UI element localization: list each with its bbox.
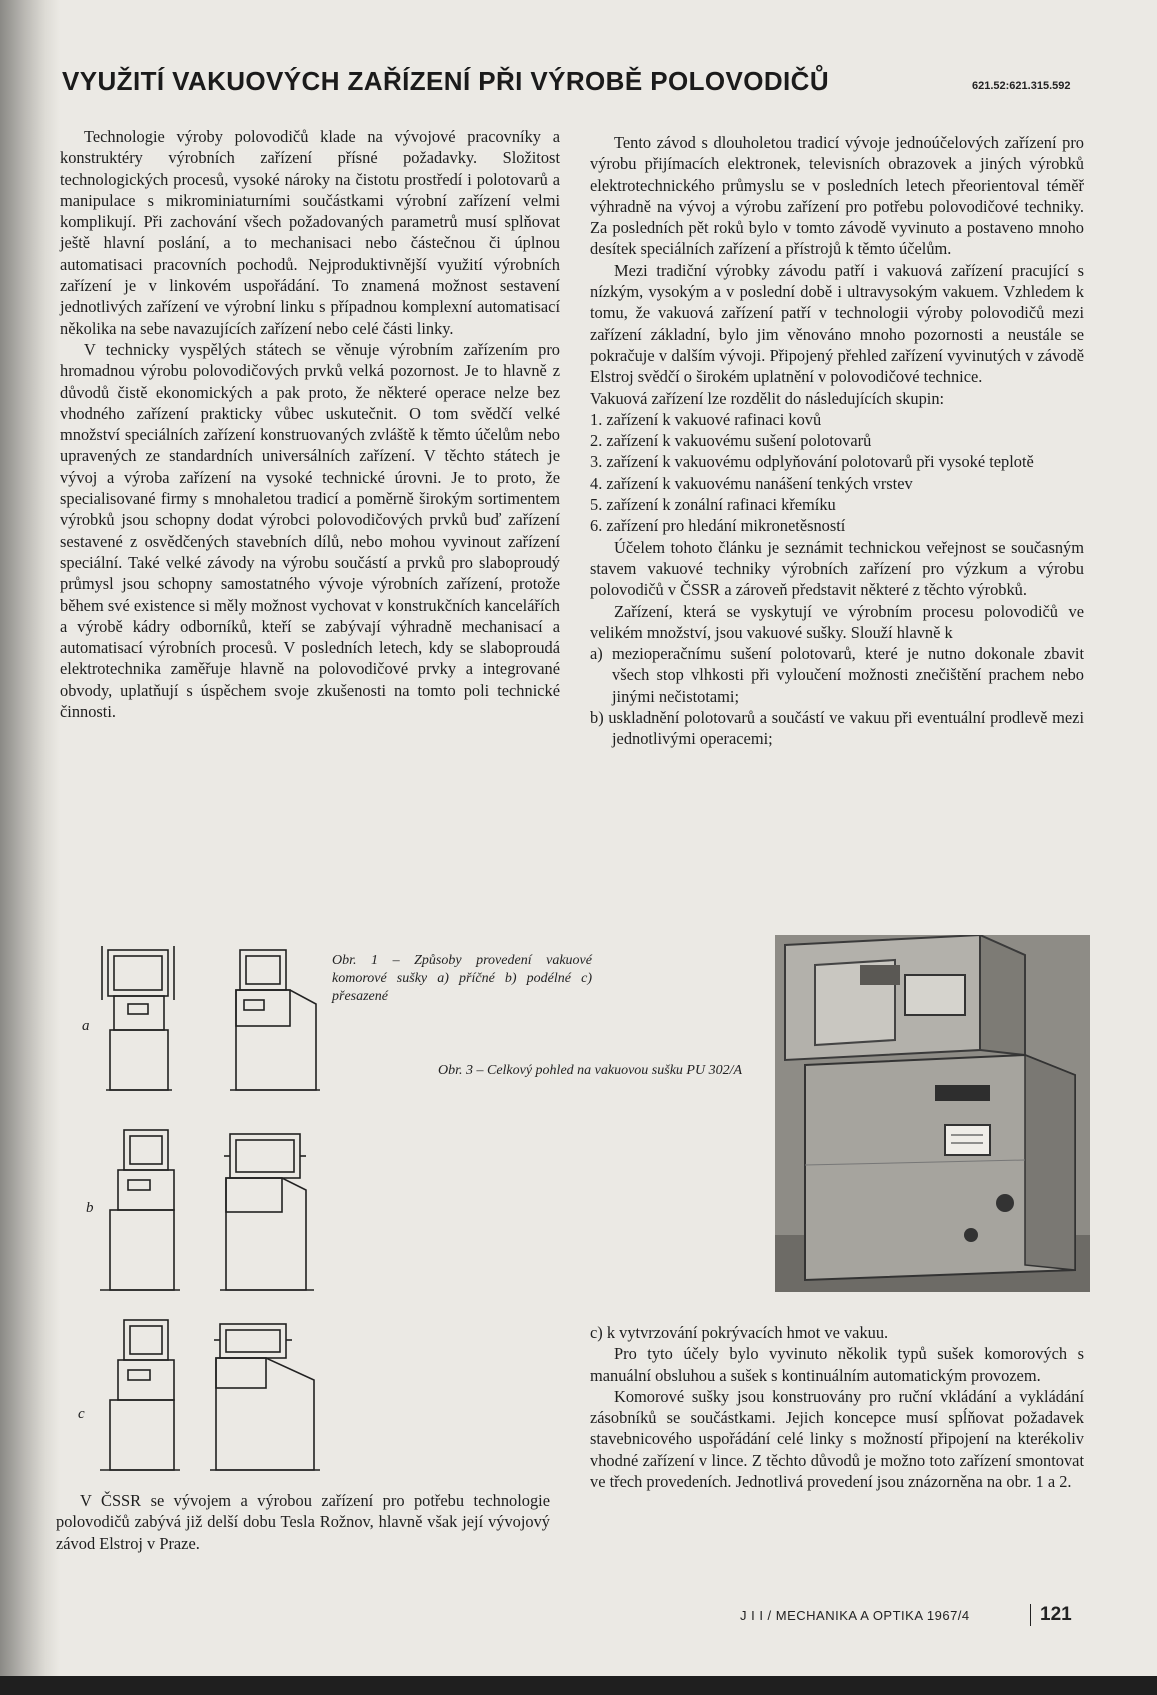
paragraph: V technicky vyspělých státech se věnuje výrobním zařízením pro hromadnou výrobu polovodičových prvků velká pozornost. Je to hlavně z důvodů čistě ekonomických a pak proto, že některé operace nelze bez vhodného zařízení prakticky vůbec uskutečnit. O tom svědčí velké množství speciálních zařízení konstruovaných zvláště k těmto účelům nebo upravených ze standardních universálních zařízení. V těchto státech je vývoj a výroba zařízení na vysoké technické úrovni. Je to proto, že specialisované firmy s mnohaletou tradicí a poměrně širokým sortimentem výrobků jsou schopny dodat výrobci polovodičových prvků buď zařízení sestavené z osvědčených stavebních dílů, nebo mohou vyvinout zařízení speciální. Také velké závody na výrobu součástí a prvků pro slaboproudý průmysl jsou schopny samostatného vývoje výrobních zařízení, protože během své existence si měly možnost vychovat v konstrukčních kancelářích a výrobě kádry odborníků, kteří se zabývají výhradně mechanisací a automatisací výrobních procesů. V posledních letech, kdy se slaboproudá elektrotechnika zaměřuje hlavně na polovodičové prvky a integrované obvody, uplatňují s úspěchem svoje zkušenosti na tomto poli technické činnosti. <box>60 339 560 722</box>
list-item: 2. zařízení k vakuovému sušení polotovarů <box>590 431 872 451</box>
list-item: a) mezioperačnímu sušení polotovarů, které je nutno dokonale zbavit všech stop vlhkosti při vyloučení možnosti znečištění prachem nebo jinými nečistotami; <box>590 644 1084 706</box>
variant-a-drawing <box>102 946 320 1090</box>
figure-label-b: b <box>86 1200 94 1216</box>
figure-3-caption: Obr. 3 – Celkový pohled na vakuovou sušku PU 302/A <box>437 1063 743 1078</box>
variant-b-drawing <box>100 1130 314 1290</box>
column-right-lower <box>590 1322 1084 1492</box>
purposes-list <box>590 643 1084 749</box>
column-right <box>590 132 1084 750</box>
paragraph: Mezi tradiční výrobky závodu patří i vakuová zařízení pracující s nízkým, vysokým a v poslední době i ultravysokým vakuem. Vzhledem k tomu, že vakuová zařízení patří v technologii výroby polovodičů mezi zařízení základní, bylo jim věnováno mnoho pozornosti a neustále se pokračuje v dalším vývoji. Připojený přehled zařízení vyvinutých v závodě Elstroj svědčí o širokém uplatnění v polovodičové technice. <box>590 260 1084 387</box>
paragraph: Účelem tohoto článku je seznámit technickou veřejnost se současným stavem vakuové techniky výrobních zařízení pro výzkum a výrobu polovodičů v ČSSR a zároveň představit některé z těchto výrobků. <box>590 537 1084 600</box>
variant-c-drawing <box>100 1320 320 1470</box>
paragraph: Vakuová zařízení lze rozdělit do následujících skupin: <box>590 388 945 408</box>
journal-name: J I I / MECHANIKA A OPTIKA 1967/4 <box>740 1608 970 1623</box>
paragraph: Technologie výroby polovodičů klade na vývojové pracovníky a konstruktéry výrobních zařízení přísné požadavky. Složitost technologických procesů, vysoké nároky na čistotu prostředí i polotovarů a manipulace s mikrominiaturními součástkami výrobní zařízení velmi komplikují. Při zachování všech požadovaných parametrů musí splňovat ještě hlavní poslání, a to mechanisaci nebo částečnou či úplnou automatisaci pracovních pochodů. Nejproduktivnější využití výrobních zařízení je v linkovém uspořádání. To znamená možnost sestavení jednotlivých zařízení ve výrobní linku s případnou komplexní automatisací několika na sebe navazujících zařízení nebo celé části linky. <box>60 127 560 338</box>
figure-3-photo <box>775 935 1090 1292</box>
column-left <box>60 126 560 722</box>
figure-1-drawings <box>70 940 340 1480</box>
groups-list <box>590 409 1084 537</box>
column-left-lower <box>56 1490 550 1554</box>
list-item: b) uskladnění polotovarů a součástí ve vakuu při eventuální prodlevě mezi jednotlivými operacemi; <box>590 708 1084 749</box>
paragraph: Tento závod s dlouholetou tradicí vývoje jednoúčelových zařízení pro výrobu přijímacích elektronek, televisních obrazovek a jiných výrobků elektrotechnického průmyslu se v posledních letech přeorientoval téměř výhradně na vývoj a výrobu zařízení pro potřebu polovodičové techniky. Za posledních pět roků bylo v tomto závodě vyvinuto a postaveno mnoho desítek speciálních zařízení a přístrojů k těmto účelům. <box>590 133 1084 259</box>
list-item: 5. zařízení k zonální rafinaci křemíku <box>590 495 836 515</box>
list-item: 3. zařízení k vakuovému odplyňování polotovarů při vysoké teplotě <box>590 452 1034 472</box>
list-item: 4. zařízení k vakuovému nanášení tenkých vrstev <box>590 473 913 493</box>
paragraph: Pro tyto účely bylo vyvinuto několik typů sušek komorových s manuální obsluhou a sušek s kontinuálním automatickým provozem. <box>590 1344 1084 1385</box>
figure-label-c: c <box>78 1406 85 1422</box>
page-binding-shadow <box>0 0 60 1695</box>
paragraph: Komorové sušky jsou konstruovány pro ruční vkládání a vykládání zásobníků se součástkami. Jejich koncepce musí spĺňovat požadavek stavebnicového uspořádání celé linky s možností připojení na kterékoliv vhodné zařízení v lince. Z těchto důvodů je možno toto zařízení smontovat ve třech provedeních. Jednotlivá provedení jsou znázorněna na obr. 1 a 2. <box>590 1386 1084 1492</box>
figure-label-a: a <box>82 1018 90 1034</box>
footer-divider <box>1030 1604 1031 1626</box>
paragraph: Zařízení, která se vyskytují ve výrobním procesu polovodičů ve velikém množství, jsou vakuové sušky. Slouží hlavně k <box>590 601 1084 642</box>
list-item: 6. zařízení pro hledání mikronetěsností <box>590 516 846 536</box>
paragraph: V ČSSR se vývojem a výrobou zařízení pro potřebu technologie polovodičů zabývá již delší dobu Tesla Rožnov, hlavně však její vývojový závod Elstroj v Praze. <box>56 1491 550 1553</box>
figure-1-caption: Obr. 1 – Způsoby provedení vakuové komorové sušky a) příčné b) podélné c) přesazené <box>332 953 592 1004</box>
article-title: VYUŽITÍ VAKUOVÝCH ZAŘÍZENÍ PŘI VÝROBĚ POLOVODIČŮ <box>62 66 830 96</box>
udc-code: 621.52:621.315.592 <box>972 80 1071 92</box>
page-number: 121 <box>1040 1604 1072 1625</box>
scan-bottom-edge <box>0 1676 1157 1695</box>
dryer-photo-drawing <box>775 935 1090 1292</box>
list-item: 1. zařízení k vakuové rafinaci kovů <box>590 409 822 429</box>
list-item: c) k vytvrzování pokrývacích hmot ve vakuu. <box>590 1323 889 1342</box>
page-footer <box>740 1604 1070 1628</box>
